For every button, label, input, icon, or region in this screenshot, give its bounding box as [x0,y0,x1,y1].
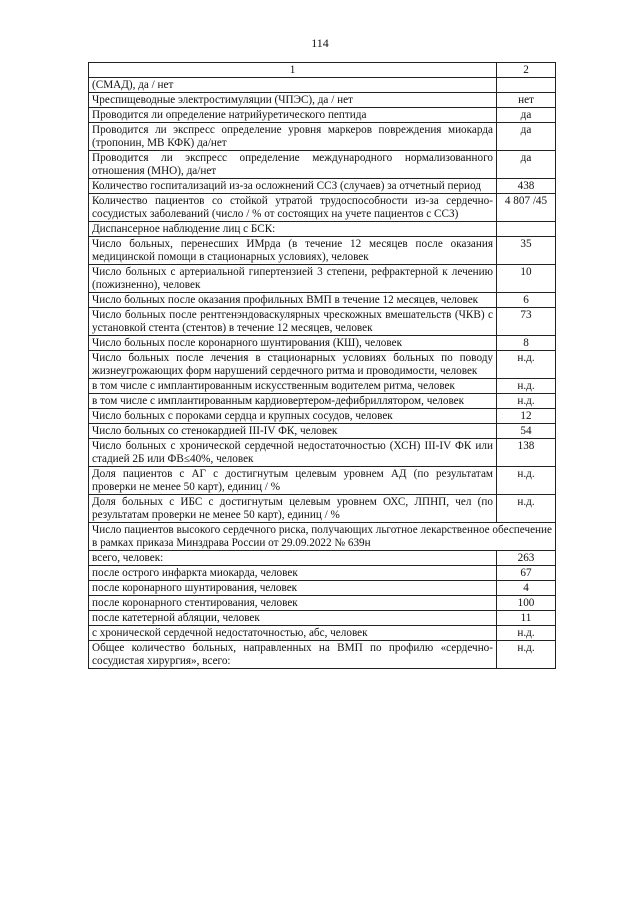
table-row [89,596,556,611]
table-row [89,551,556,566]
row-value: 4 [497,581,556,596]
row-label: Число больных после коронарного шунтирования (КШ), человек [89,336,497,351]
table-row [89,626,556,641]
row-label: Доля пациентов с АГ с достигнутым целевым уровнем АД (по результатам проверки не менее 50 карт), единиц / % [89,467,497,495]
table-row [89,523,556,551]
header-col-1: 1 [89,63,497,78]
table-row [89,108,556,123]
row-label: Диспансерное наблюдение лиц с БСК: [89,222,497,237]
row-label: Количество госпитализаций из-за осложнений ССЗ (случаев) за отчетный период [89,179,497,194]
row-value: н.д. [497,379,556,394]
row-value: 4 807 /45 [497,194,556,222]
row-label: после катетерной абляции, человек [89,611,497,626]
row-value: 67 [497,566,556,581]
row-label: Число больных после рентгенэндоваскулярных чрескожных вмешательств (ЧКВ) с установкой стента (стентов) в течение 12 месяцев, человек [89,308,497,336]
row-value: 10 [497,265,556,293]
page-number: 114 [311,36,329,50]
row-label: с хронической сердечной недостаточностью, абс, человек [89,626,497,641]
row-value: нет [497,93,556,108]
row-value: 6 [497,293,556,308]
header-col-2: 2 [497,63,556,78]
table-row [89,265,556,293]
row-label: Проводится ли экспресс определение международного нормализованного отношения (МНО), да/нет [89,151,497,179]
row-value [497,222,556,237]
row-value: 12 [497,409,556,424]
row-value: 438 [497,179,556,194]
row-value: 35 [497,237,556,265]
row-label: в том числе с имплантированным кардиовертером-дефибриллятором, человек [89,394,497,409]
table-row [89,194,556,222]
row-value: 8 [497,336,556,351]
row-label: Число больных после оказания профильных ВМП в течение 12 месяцев, человек [89,293,497,308]
row-value: 73 [497,308,556,336]
table-row [89,151,556,179]
table-row [89,467,556,495]
table-row [89,293,556,308]
row-label: Общее количество больных, направленных на ВМП по профилю «сердечно-сосудистая хирургия», всего: [89,641,497,669]
row-label: Число больных со стенокардией III-IV ФК, человек [89,424,497,439]
row-label: Доля больных с ИБС с достигнутым целевым уровнем ОХС, ЛПНП, чел (по результатам проверки не менее 50 карт), единиц / % [89,495,497,523]
row-label: Проводится ли экспресс определение уровня маркеров повреждения миокарда (тропонин, МВ КФК) да/нет [89,123,497,151]
row-label: Число больных с пороками сердца и крупных сосудов, человек [89,409,497,424]
row-value: н.д. [497,626,556,641]
row-label: (СМАД), да / нет [89,78,497,93]
table-row [89,179,556,194]
row-value: н.д. [497,351,556,379]
row-value: да [497,108,556,123]
table-row [89,78,556,93]
table-header-row [89,63,556,78]
row-label: Количество пациентов со стойкой утратой трудоспособности из-за сердечно-сосудистых заболеваний (число / % от состоящих на учете пациентов с ССЗ) [89,194,497,222]
row-label: после острого инфаркта миокарда, человек [89,566,497,581]
row-value: 100 [497,596,556,611]
table-row [89,237,556,265]
row-label: Проводится ли определение натрийуретического пептида [89,108,497,123]
table-row [89,566,556,581]
table-row [89,409,556,424]
table-row [89,222,556,237]
row-label: в том числе с имплантированным искусственным водителем ритма, человек [89,379,497,394]
table-row [89,581,556,596]
row-value: 54 [497,424,556,439]
row-label: всего, человек: [89,551,497,566]
row-value: 138 [497,439,556,467]
row-label: Число больных после лечения в стационарных условиях больных по поводу жизнеугрожающих форм нарушений сердечного ритма и проводимости, человек [89,351,497,379]
row-label: Число больных, перенесших ИМрда (в течение 12 месяцев после оказания медицинской помощи в стационарных условиях), человек [89,237,497,265]
row-value: н.д. [497,467,556,495]
table-row [89,336,556,351]
row-value: 263 [497,551,556,566]
table-row [89,123,556,151]
row-value: н.д. [497,495,556,523]
row-label: Число пациентов высокого сердечного риска, получающих льготное лекарственное обеспечение в рамках приказа Минздрава России от 29.09.2022 № 639н [89,523,556,551]
table-row [89,439,556,467]
row-value: да [497,123,556,151]
table-row [89,351,556,379]
row-value: да [497,151,556,179]
table-row [89,641,556,669]
row-value [497,78,556,93]
row-label: после коронарного шунтирования, человек [89,581,497,596]
table-row [89,93,556,108]
table-row [89,379,556,394]
row-value: н.д. [497,394,556,409]
row-label: Число больных с хронической сердечной недостаточностью (ХСН) III-IV ФК или стадией 2Б или ФВ≤40%, человек [89,439,497,467]
row-label: после коронарного стентирования, человек [89,596,497,611]
table-row [89,394,556,409]
table-row [89,495,556,523]
table-row [89,308,556,336]
row-value: н.д. [497,641,556,669]
indicators-table [88,62,556,669]
row-value: 11 [497,611,556,626]
table-row [89,424,556,439]
row-label: Число больных с артериальной гипертензией 3 степени, рефрактерной к лечению (пожизненно), человек [89,265,497,293]
row-label: Чреспищеводные электростимуляции (ЧПЭС), да / нет [89,93,497,108]
table-row [89,611,556,626]
